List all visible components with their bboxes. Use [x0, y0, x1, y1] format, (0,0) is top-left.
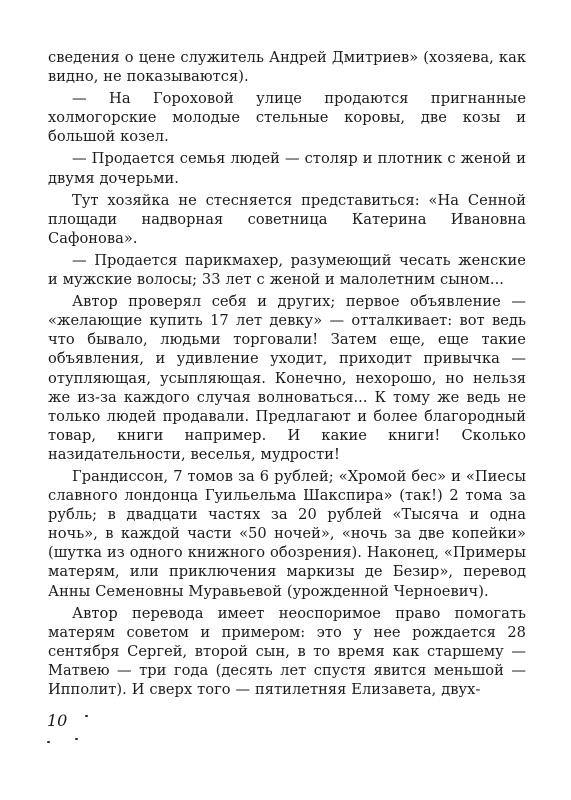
scan-speck	[75, 738, 78, 740]
page-number: 10	[47, 711, 68, 730]
scan-speck	[85, 715, 88, 717]
paragraph-2: — На Гороховой улице продаются пригнанные холмогорские молодые стельные коровы, две козы и большой козел.	[48, 90, 526, 146]
scan-speck	[47, 741, 50, 743]
paragraph-3: — Продается семья людей — столяр и плотник с женой и двумя дочерьми.	[48, 150, 526, 187]
paragraph-4: Тут хозяйка не стесняется представиться: «На Сенной площади надворная советница Катерина Ивановна Сафонова».	[48, 191, 526, 247]
book-page	[48, 48, 526, 778]
paragraph-6: Автор проверял себя и других; первое объявление — «желающие купить 17 лет девку» — отталкивает: вот ведь что бывало, людьми торговали! Затем еще, еще такие объявления, и удивление уходит, приходит привычка — отупляющая, усыпляющая. Конечно, нехорошо, но нельзя же из-за каждого случая волноваться... К тому же ведь не только людей продавали. Предлагают и более благородный товар, книги например. И какие книги! Сколько назидательности, веселья, мудрости!	[48, 293, 526, 463]
paragraph-8: Автор перевода имеет неоспоримое право помогать матерям советом и примером: это у нее рождается 28 сентября Сергей, второй сын, в то время как старшему — Матвею — три года (десять лет спустя явится меньшой — Ипполит). И сверх того — пятилетняя Елизавета, двух-	[48, 604, 526, 698]
paragraph-5: — Продается парикмахер, разумеющий чесать женские и мужские волосы; 33 лет с женой и малолетним сыном...	[48, 251, 526, 289]
paragraph-7: Грандиссон, 7 томов за 6 рублей; «Хромой бес» и «Пиесы славного лондонца Гуильельма Шакспира» (так!) 2 тома за рубль; в двадцати частях за 20 рублей «Тысяча и одна ночь», в каждой части «50 ночей», «ночь за две копейки» (шутка из одного книжного обозрения). Наконец, «Примеры матерям, или приключения маркизы де Безир», перевод Анны Семеновны Муравьевой (урожденной Черноевич).	[48, 467, 526, 600]
paragraph-1: сведения о цене служитель Андрей Дмитриев» (хозяева, как видно, не показываются).	[48, 49, 526, 86]
